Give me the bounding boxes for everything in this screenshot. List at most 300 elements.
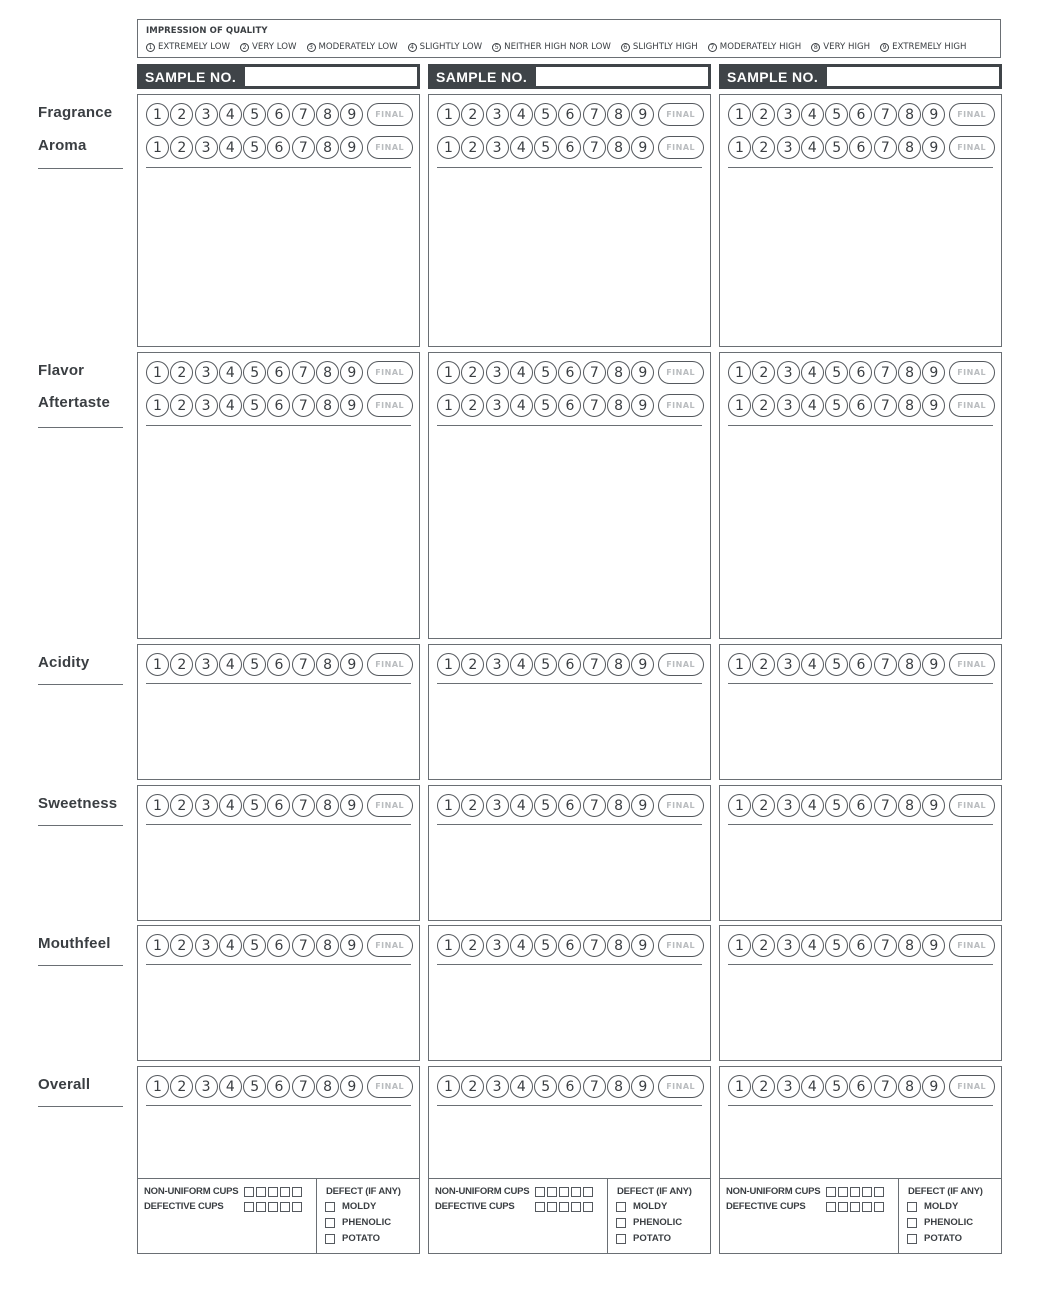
defect-title: DEFECT (IF ANY) xyxy=(326,1186,401,1197)
score-option[interactable]: 7 xyxy=(874,394,897,417)
score-option[interactable]: 3 xyxy=(777,1075,800,1098)
score-option[interactable]: 6 xyxy=(558,361,581,384)
defective-cup-checkbox[interactable] xyxy=(559,1202,569,1212)
score-option[interactable]: 1 xyxy=(437,1075,460,1098)
score-option[interactable]: 6 xyxy=(267,394,290,417)
score-option[interactable]: 8 xyxy=(316,394,339,417)
score-option[interactable]: 8 xyxy=(898,794,921,817)
score-option[interactable]: 8 xyxy=(316,934,339,957)
score-option[interactable]: 5 xyxy=(825,394,848,417)
score-option[interactable]: 1 xyxy=(146,653,169,676)
score-option[interactable]: 6 xyxy=(267,653,290,676)
score-option[interactable]: 8 xyxy=(898,1075,921,1098)
score-option[interactable]: 2 xyxy=(752,1075,775,1098)
score-option[interactable]: 9 xyxy=(922,794,945,817)
score-option[interactable]: 7 xyxy=(583,394,606,417)
box-rule xyxy=(437,824,702,825)
score-option[interactable]: 1 xyxy=(437,103,460,126)
score-option[interactable]: 1 xyxy=(437,934,460,957)
score-option[interactable]: 8 xyxy=(898,103,921,126)
score-option[interactable]: 3 xyxy=(195,653,218,676)
defective-cup-checkbox[interactable] xyxy=(571,1202,581,1212)
score-option[interactable]: 1 xyxy=(437,136,460,159)
non-uniform-cup-checkbox[interactable] xyxy=(244,1187,254,1197)
score-option[interactable]: 5 xyxy=(243,794,266,817)
score-option[interactable]: 1 xyxy=(437,794,460,817)
score-option[interactable]: 4 xyxy=(510,653,533,676)
score-option[interactable]: 1 xyxy=(728,136,751,159)
defect-option-label: POTATO xyxy=(924,1233,962,1244)
score-option[interactable]: 2 xyxy=(170,394,193,417)
defect-checkbox[interactable] xyxy=(325,1234,335,1244)
score-option[interactable]: 3 xyxy=(486,136,509,159)
score-option[interactable]: 6 xyxy=(558,103,581,126)
score-option[interactable]: 7 xyxy=(292,1075,315,1098)
score-option[interactable]: 6 xyxy=(849,103,872,126)
defect-checkbox[interactable] xyxy=(616,1218,626,1228)
score-option[interactable]: 9 xyxy=(922,136,945,159)
score-option[interactable]: 4 xyxy=(219,103,242,126)
non-uniform-cup-checkbox[interactable] xyxy=(826,1187,836,1197)
score-option[interactable]: 4 xyxy=(801,794,824,817)
score-option[interactable]: 5 xyxy=(243,361,266,384)
score-option[interactable]: 6 xyxy=(558,794,581,817)
score-option[interactable]: 3 xyxy=(777,103,800,126)
row-label-rule xyxy=(38,1106,123,1107)
score-option[interactable]: 4 xyxy=(801,394,824,417)
score-option[interactable]: 1 xyxy=(146,394,169,417)
score-option[interactable]: 9 xyxy=(340,136,363,159)
score-option[interactable]: 5 xyxy=(534,653,557,676)
score-option[interactable]: 2 xyxy=(461,794,484,817)
score-option[interactable]: 5 xyxy=(243,136,266,159)
final-score-field[interactable]: FINAL xyxy=(658,1075,704,1098)
score-option[interactable]: 8 xyxy=(316,103,339,126)
non-uniform-cup-checkbox[interactable] xyxy=(268,1187,278,1197)
score-option[interactable]: 9 xyxy=(631,136,654,159)
score-option[interactable]: 4 xyxy=(801,934,824,957)
score-option[interactable]: 2 xyxy=(752,653,775,676)
score-option[interactable]: 8 xyxy=(607,794,630,817)
score-option[interactable]: 4 xyxy=(219,794,242,817)
score-option[interactable]: 2 xyxy=(461,653,484,676)
score-option[interactable]: 7 xyxy=(874,136,897,159)
score-option[interactable]: 2 xyxy=(752,361,775,384)
sample-no-input[interactable] xyxy=(536,67,708,86)
defective-cup-checkbox[interactable] xyxy=(862,1202,872,1212)
score-option[interactable]: 3 xyxy=(195,361,218,384)
score-option[interactable]: 4 xyxy=(801,653,824,676)
score-option[interactable]: 5 xyxy=(825,934,848,957)
score-option[interactable]: 6 xyxy=(267,136,290,159)
score-option[interactable]: 5 xyxy=(825,103,848,126)
score-option[interactable]: 2 xyxy=(752,103,775,126)
score-option[interactable]: 9 xyxy=(340,794,363,817)
score-option[interactable]: 1 xyxy=(437,394,460,417)
non-uniform-cup-checkbox[interactable] xyxy=(838,1187,848,1197)
defect-checkbox[interactable] xyxy=(907,1234,917,1244)
score-option[interactable]: 7 xyxy=(583,103,606,126)
score-option[interactable]: 8 xyxy=(607,103,630,126)
defective-cup-checkbox[interactable] xyxy=(547,1202,557,1212)
score-option[interactable]: 4 xyxy=(510,394,533,417)
non-uniform-cup-checkbox[interactable] xyxy=(559,1187,569,1197)
score-option[interactable]: 4 xyxy=(219,934,242,957)
defective-cup-checkbox[interactable] xyxy=(874,1202,884,1212)
score-option[interactable]: 2 xyxy=(752,394,775,417)
score-option[interactable]: 7 xyxy=(583,1075,606,1098)
score-option[interactable]: 5 xyxy=(825,653,848,676)
score-option[interactable]: 1 xyxy=(728,934,751,957)
score-option[interactable]: 3 xyxy=(486,934,509,957)
score-option[interactable]: 6 xyxy=(558,1075,581,1098)
score-option[interactable]: 4 xyxy=(801,1075,824,1098)
score-option[interactable]: 7 xyxy=(874,794,897,817)
score-option[interactable]: 9 xyxy=(340,1075,363,1098)
defective-cup-checkbox[interactable] xyxy=(838,1202,848,1212)
score-option[interactable]: 6 xyxy=(849,794,872,817)
score-option[interactable]: 6 xyxy=(267,361,290,384)
defect-checkbox[interactable] xyxy=(325,1218,335,1228)
defective-cup-checkbox[interactable] xyxy=(292,1202,302,1212)
non-uniform-cup-checkbox[interactable] xyxy=(256,1187,266,1197)
score-option[interactable]: 4 xyxy=(219,394,242,417)
score-option[interactable]: 6 xyxy=(849,653,872,676)
score-option[interactable]: 1 xyxy=(146,361,169,384)
quality-legend xyxy=(137,19,1001,58)
score-option[interactable]: 5 xyxy=(825,361,848,384)
score-option[interactable]: 8 xyxy=(607,1075,630,1098)
sample-no-input[interactable] xyxy=(245,67,417,86)
defect-option xyxy=(907,1233,962,1244)
score-option[interactable]: 7 xyxy=(292,653,315,676)
final-score-field[interactable]: FINAL xyxy=(367,934,413,957)
score-option[interactable]: 1 xyxy=(146,1075,169,1098)
score-option[interactable]: 7 xyxy=(292,794,315,817)
score-option[interactable]: 2 xyxy=(461,136,484,159)
non-uniform-cup-checkbox[interactable] xyxy=(571,1187,581,1197)
score-option[interactable]: 4 xyxy=(801,136,824,159)
score-option[interactable]: 7 xyxy=(583,934,606,957)
final-score-field[interactable]: FINAL xyxy=(658,361,704,384)
score-option[interactable]: 4 xyxy=(219,1075,242,1098)
score-option[interactable]: 2 xyxy=(170,361,193,384)
score-option[interactable]: 4 xyxy=(219,653,242,676)
final-score-field[interactable]: FINAL xyxy=(949,361,995,384)
final-score-field[interactable]: FINAL xyxy=(367,361,413,384)
score-option[interactable]: 6 xyxy=(849,1075,872,1098)
score-option[interactable]: 2 xyxy=(170,136,193,159)
score-option[interactable]: 9 xyxy=(922,394,945,417)
non-uniform-cup-checkbox[interactable] xyxy=(862,1187,872,1197)
score-option[interactable]: 2 xyxy=(752,934,775,957)
score-option[interactable]: 8 xyxy=(607,394,630,417)
final-score-field[interactable]: FINAL xyxy=(367,136,413,159)
defect-checkbox[interactable] xyxy=(907,1218,917,1228)
score-box xyxy=(719,925,1002,1061)
score-option[interactable]: 7 xyxy=(874,361,897,384)
score-option[interactable]: 3 xyxy=(486,103,509,126)
score-option[interactable]: 2 xyxy=(752,136,775,159)
score-option[interactable]: 7 xyxy=(874,653,897,676)
score-option[interactable]: 5 xyxy=(534,136,557,159)
score-option[interactable]: 5 xyxy=(243,934,266,957)
final-score-field[interactable]: FINAL xyxy=(949,394,995,417)
score-option[interactable]: 9 xyxy=(631,934,654,957)
score-option[interactable]: 7 xyxy=(292,103,315,126)
score-option[interactable]: 9 xyxy=(922,934,945,957)
score-option[interactable]: 7 xyxy=(292,136,315,159)
footer-divider xyxy=(316,1179,317,1253)
score-option[interactable]: 8 xyxy=(316,361,339,384)
score-option[interactable]: 3 xyxy=(486,794,509,817)
score-option[interactable]: 8 xyxy=(898,136,921,159)
score-option[interactable]: 2 xyxy=(461,361,484,384)
score-option[interactable]: 7 xyxy=(874,1075,897,1098)
score-option[interactable]: 6 xyxy=(849,361,872,384)
score-option[interactable]: 2 xyxy=(170,1075,193,1098)
final-score-field[interactable]: FINAL xyxy=(367,394,413,417)
score-option[interactable]: 2 xyxy=(170,103,193,126)
score-option[interactable]: 1 xyxy=(146,934,169,957)
score-option[interactable]: 9 xyxy=(631,653,654,676)
score-option[interactable]: 5 xyxy=(534,1075,557,1098)
legend-item xyxy=(708,42,801,52)
score-option[interactable]: 4 xyxy=(510,1075,533,1098)
non-uniform-cup-checkbox[interactable] xyxy=(874,1187,884,1197)
defective-cup-checkbox[interactable] xyxy=(850,1202,860,1212)
score-option[interactable]: 8 xyxy=(316,653,339,676)
final-score-field[interactable]: FINAL xyxy=(949,103,995,126)
score-option[interactable]: 2 xyxy=(461,394,484,417)
score-option[interactable]: 9 xyxy=(922,103,945,126)
score-option[interactable]: 4 xyxy=(801,103,824,126)
score-option[interactable]: 5 xyxy=(243,103,266,126)
defect-checkbox[interactable] xyxy=(907,1202,917,1212)
score-option[interactable]: 1 xyxy=(728,103,751,126)
score-option[interactable]: 2 xyxy=(461,103,484,126)
score-option[interactable]: 8 xyxy=(898,653,921,676)
score-option[interactable]: 7 xyxy=(583,136,606,159)
score-option[interactable]: 4 xyxy=(801,361,824,384)
final-score-field[interactable]: FINAL xyxy=(949,794,995,817)
score-option[interactable]: 9 xyxy=(340,934,363,957)
score-option[interactable]: 8 xyxy=(316,136,339,159)
score-option[interactable]: 6 xyxy=(267,103,290,126)
score-option[interactable]: 5 xyxy=(243,1075,266,1098)
score-option[interactable]: 5 xyxy=(534,103,557,126)
score-option[interactable]: 3 xyxy=(195,934,218,957)
score-option[interactable]: 1 xyxy=(728,794,751,817)
score-option[interactable]: 7 xyxy=(874,103,897,126)
score-option[interactable]: 9 xyxy=(631,103,654,126)
score-option[interactable]: 3 xyxy=(486,653,509,676)
non-uniform-cup-checkbox[interactable] xyxy=(280,1187,290,1197)
score-option[interactable]: 5 xyxy=(825,1075,848,1098)
score-option[interactable]: 4 xyxy=(510,361,533,384)
score-option[interactable]: 4 xyxy=(510,794,533,817)
score-option[interactable]: 9 xyxy=(922,361,945,384)
final-score-field[interactable]: FINAL xyxy=(658,136,704,159)
score-option[interactable]: 1 xyxy=(728,653,751,676)
score-option[interactable]: 3 xyxy=(195,103,218,126)
score-option[interactable]: 3 xyxy=(777,653,800,676)
score-option[interactable]: 4 xyxy=(219,361,242,384)
score-option[interactable]: 7 xyxy=(292,394,315,417)
score-option[interactable]: 9 xyxy=(340,361,363,384)
score-option[interactable]: 1 xyxy=(728,1075,751,1098)
score-option[interactable]: 9 xyxy=(922,653,945,676)
score-option[interactable]: 2 xyxy=(461,934,484,957)
score-option[interactable]: 3 xyxy=(195,136,218,159)
score-option[interactable]: 5 xyxy=(534,794,557,817)
score-option[interactable]: 8 xyxy=(316,794,339,817)
score-option[interactable]: 1 xyxy=(146,136,169,159)
non-uniform-cup-checkbox[interactable] xyxy=(292,1187,302,1197)
score-option[interactable]: 3 xyxy=(777,394,800,417)
score-option[interactable]: 3 xyxy=(486,361,509,384)
score-option[interactable]: 9 xyxy=(340,394,363,417)
score-option[interactable]: 6 xyxy=(558,136,581,159)
score-option[interactable]: 6 xyxy=(267,934,290,957)
score-option[interactable]: 3 xyxy=(777,934,800,957)
score-option[interactable]: 1 xyxy=(146,103,169,126)
final-score-field[interactable]: FINAL xyxy=(367,103,413,126)
score-option[interactable]: 3 xyxy=(195,394,218,417)
score-option[interactable]: 9 xyxy=(340,103,363,126)
score-option[interactable]: 4 xyxy=(510,103,533,126)
score-option[interactable]: 6 xyxy=(558,934,581,957)
defective-cup-checkbox[interactable] xyxy=(268,1202,278,1212)
score-option[interactable]: 7 xyxy=(292,361,315,384)
legend-number-icon: 3 xyxy=(307,43,316,52)
score-option[interactable]: 6 xyxy=(849,934,872,957)
score-option[interactable]: 5 xyxy=(243,394,266,417)
defects-section xyxy=(138,1178,419,1253)
score-option[interactable]: 8 xyxy=(607,653,630,676)
score-option[interactable]: 6 xyxy=(558,653,581,676)
defective-cup-checkbox[interactable] xyxy=(535,1202,545,1212)
score-option[interactable]: 9 xyxy=(922,1075,945,1098)
score-option[interactable]: 1 xyxy=(728,361,751,384)
score-option[interactable]: 4 xyxy=(219,136,242,159)
score-option[interactable]: 5 xyxy=(825,136,848,159)
defective-cup-checkbox[interactable] xyxy=(583,1202,593,1212)
score-option[interactable]: 5 xyxy=(825,794,848,817)
score-option[interactable]: 9 xyxy=(631,794,654,817)
non-uniform-cup-checkbox[interactable] xyxy=(583,1187,593,1197)
score-option[interactable]: 3 xyxy=(777,794,800,817)
score-option[interactable]: 8 xyxy=(607,361,630,384)
final-score-field[interactable]: FINAL xyxy=(949,1075,995,1098)
score-option[interactable]: 5 xyxy=(534,361,557,384)
score-option[interactable]: 8 xyxy=(607,136,630,159)
box-rule xyxy=(146,824,411,825)
final-score-field[interactable]: FINAL xyxy=(367,1075,413,1098)
score-option[interactable]: 2 xyxy=(170,653,193,676)
final-score-field[interactable]: FINAL xyxy=(367,794,413,817)
defect-option xyxy=(616,1201,667,1212)
final-score-field[interactable]: FINAL xyxy=(658,394,704,417)
score-option[interactable]: 1 xyxy=(728,394,751,417)
sample-no-input[interactable] xyxy=(827,67,999,86)
score-option[interactable]: 9 xyxy=(631,1075,654,1098)
score-option[interactable]: 5 xyxy=(534,934,557,957)
defective-cup-checkbox[interactable] xyxy=(244,1202,254,1212)
score-option[interactable]: 8 xyxy=(607,934,630,957)
score-option[interactable]: 2 xyxy=(461,1075,484,1098)
legend-item-text: SLIGHTLY HIGH xyxy=(632,42,698,52)
score-option[interactable]: 6 xyxy=(267,794,290,817)
defective-cup-checkbox[interactable] xyxy=(256,1202,266,1212)
final-score-field[interactable]: FINAL xyxy=(658,653,704,676)
score-option[interactable]: 1 xyxy=(146,794,169,817)
score-option[interactable]: 3 xyxy=(195,1075,218,1098)
score-option[interactable]: 3 xyxy=(486,1075,509,1098)
score-option[interactable]: 6 xyxy=(849,136,872,159)
score-option[interactable]: 1 xyxy=(437,361,460,384)
final-score-field[interactable]: FINAL xyxy=(949,136,995,159)
defective-cup-checkbox[interactable] xyxy=(826,1202,836,1212)
score-option[interactable]: 7 xyxy=(292,934,315,957)
score-option[interactable]: 8 xyxy=(898,361,921,384)
score-option[interactable]: 7 xyxy=(583,794,606,817)
defect-checkbox[interactable] xyxy=(325,1202,335,1212)
final-score-field[interactable]: FINAL xyxy=(949,934,995,957)
defect-checkbox[interactable] xyxy=(616,1202,626,1212)
score-option[interactable]: 8 xyxy=(316,1075,339,1098)
defect-option xyxy=(325,1201,376,1212)
score-option[interactable]: 6 xyxy=(849,394,872,417)
score-option[interactable]: 2 xyxy=(170,934,193,957)
final-score-field[interactable]: FINAL xyxy=(658,103,704,126)
score-option[interactable]: 4 xyxy=(510,136,533,159)
score-option[interactable]: 7 xyxy=(583,361,606,384)
score-option[interactable]: 3 xyxy=(777,136,800,159)
score-option[interactable]: 6 xyxy=(267,1075,290,1098)
score-option[interactable]: 3 xyxy=(777,361,800,384)
score-option[interactable]: 9 xyxy=(340,653,363,676)
score-option[interactable]: 9 xyxy=(631,394,654,417)
row-label: Fragrance xyxy=(38,104,113,121)
defect-checkbox[interactable] xyxy=(616,1234,626,1244)
score-option[interactable]: 4 xyxy=(510,934,533,957)
score-option[interactable]: 3 xyxy=(195,794,218,817)
defective-cup-checkbox[interactable] xyxy=(280,1202,290,1212)
final-score-field[interactable]: FINAL xyxy=(658,794,704,817)
score-option[interactable]: 2 xyxy=(752,794,775,817)
final-score-field[interactable]: FINAL xyxy=(949,653,995,676)
score-option[interactable]: 2 xyxy=(170,794,193,817)
score-option[interactable]: 5 xyxy=(534,394,557,417)
score-option[interactable]: 9 xyxy=(631,361,654,384)
final-score-field[interactable]: FINAL xyxy=(367,653,413,676)
score-option[interactable]: 3 xyxy=(486,394,509,417)
final-score-field[interactable]: FINAL xyxy=(658,934,704,957)
score-option[interactable]: 8 xyxy=(898,934,921,957)
score-option[interactable]: 7 xyxy=(583,653,606,676)
legend-item-text: VERY HIGH xyxy=(823,42,871,52)
non-uniform-cup-checkbox[interactable] xyxy=(850,1187,860,1197)
non-uniform-cup-checkbox[interactable] xyxy=(547,1187,557,1197)
score-option[interactable]: 1 xyxy=(437,653,460,676)
score-row xyxy=(146,361,413,384)
non-uniform-cup-checkbox[interactable] xyxy=(535,1187,545,1197)
score-option[interactable]: 8 xyxy=(898,394,921,417)
score-option[interactable]: 7 xyxy=(874,934,897,957)
score-option[interactable]: 6 xyxy=(558,394,581,417)
score-option[interactable]: 5 xyxy=(243,653,266,676)
